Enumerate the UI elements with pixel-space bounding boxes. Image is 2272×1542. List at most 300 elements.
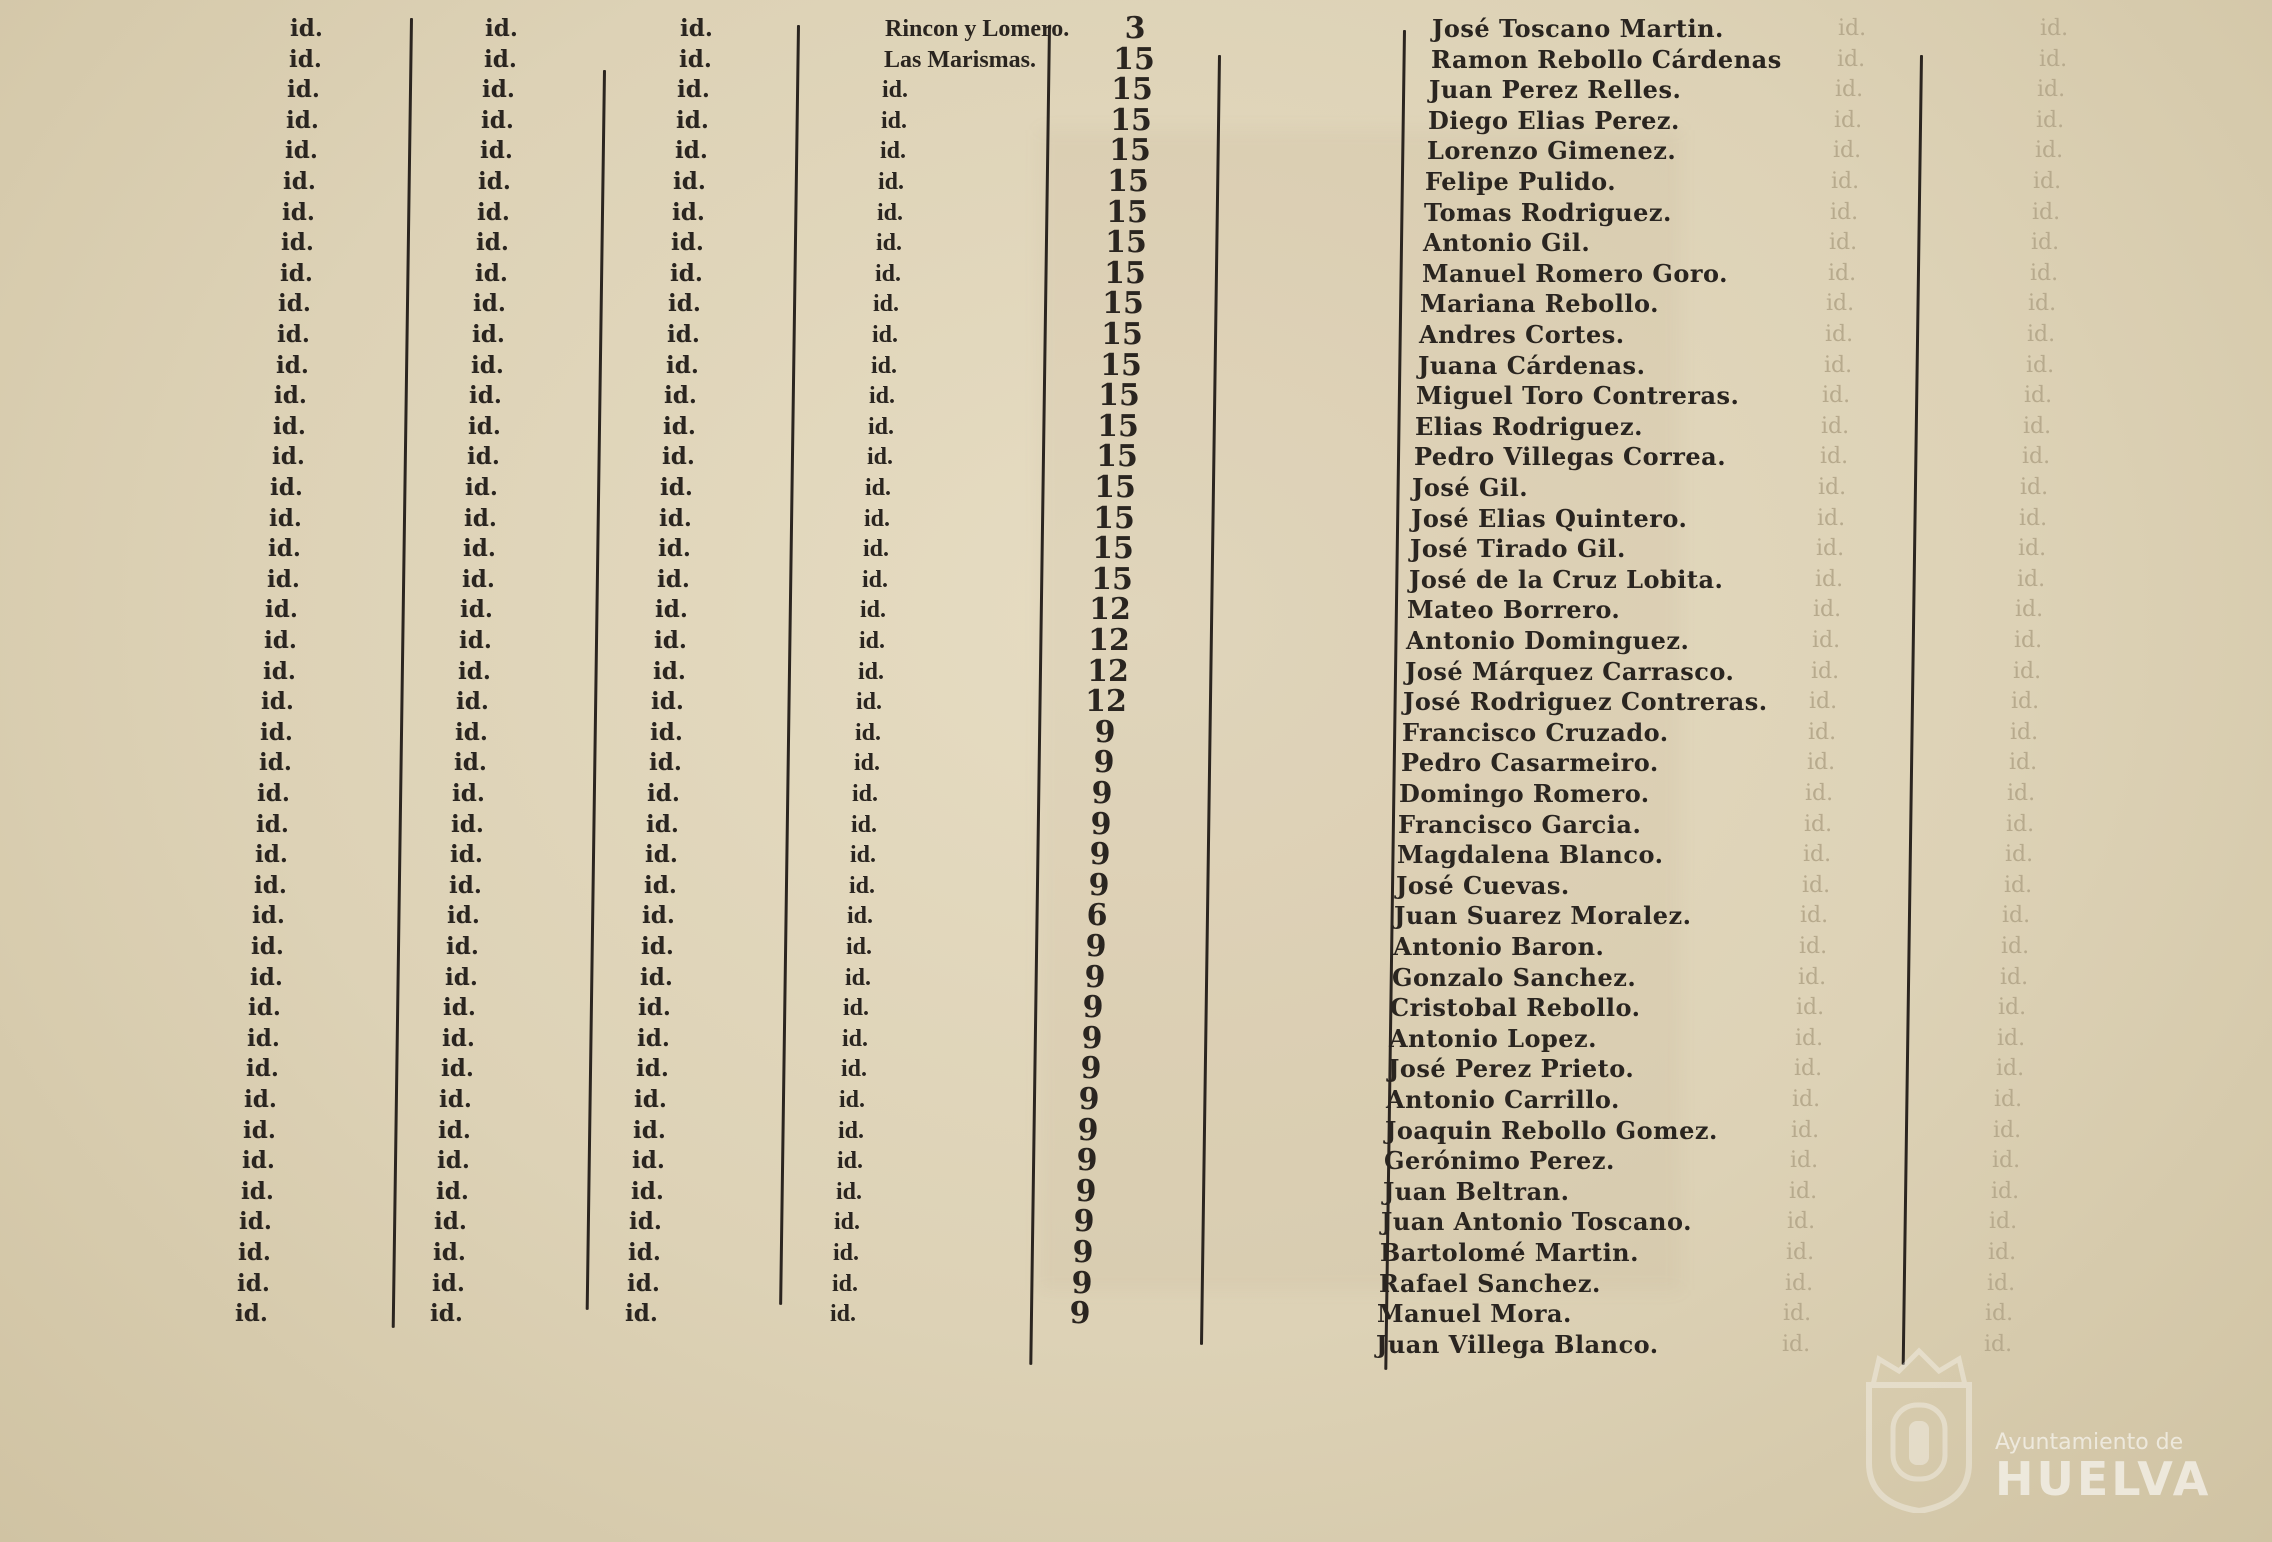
col8-cell: id. [2009, 750, 2038, 775]
col8-cell: id. [2031, 230, 2060, 255]
col3-cell: id. [628, 1239, 661, 1266]
col3-cell: id. [650, 719, 683, 746]
number-cell: 15 [1109, 133, 1151, 168]
col1-cell: id. [242, 1147, 275, 1174]
col3-cell: id. [625, 1300, 658, 1327]
col7-cell: id. [1833, 138, 1862, 163]
col2-cell: id. [439, 1086, 472, 1113]
col1-cell: id. [241, 1178, 274, 1205]
col2-cell: id. [456, 688, 489, 715]
col7-cell: id. [1826, 291, 1855, 316]
col1-cell: id. [251, 933, 284, 960]
col2-cell: id. [477, 199, 510, 226]
number-cell: 15 [1104, 256, 1146, 291]
col7-cell: id. [1830, 200, 1859, 225]
col1-cell: id. [235, 1300, 268, 1327]
number-cell: 9 [1089, 837, 1111, 872]
table-row [0, 562, 2249, 597]
col7-cell: id. [1785, 1271, 1814, 1296]
table-row [0, 286, 2260, 321]
col1-cell: id. [280, 260, 313, 287]
col7-cell: id. [1804, 812, 1833, 837]
table-row [0, 1113, 2225, 1148]
number-cell: 15 [1106, 195, 1148, 230]
col2-cell: id. [443, 994, 476, 1021]
col2-cell: id. [481, 107, 514, 134]
number-cell: 9 [1071, 1266, 1093, 1301]
number-cell: 9 [1069, 1296, 1091, 1331]
table-row [0, 623, 2246, 658]
col2-cell: id. [433, 1239, 466, 1266]
col7-cell: id. [1799, 934, 1828, 959]
col2-cell: id. [467, 443, 500, 470]
col8-cell: id. [2026, 353, 2055, 378]
col3-cell: id. [680, 15, 713, 42]
table-row [0, 133, 2267, 168]
col1-cell: id. [285, 137, 318, 164]
number-cell: 9 [1075, 1174, 1097, 1209]
col7-cell: id. [1790, 1148, 1819, 1173]
col7-cell: id. [1794, 1056, 1823, 1081]
col2-cell: id. [432, 1270, 465, 1297]
col2-cell: id. [471, 352, 504, 379]
col3-cell: id. [667, 321, 700, 348]
col4-cell: id. [845, 965, 872, 991]
table-row [0, 164, 2265, 199]
number-cell: 12 [1085, 684, 1127, 719]
col8-cell: id. [2000, 965, 2029, 990]
name-cell: Mateo Borrero. [1407, 595, 1621, 624]
col3-cell: id. [640, 964, 673, 991]
table-row [0, 42, 2271, 77]
col3-cell: id. [632, 1147, 665, 1174]
col3-cell: id. [657, 566, 690, 593]
name-cell: Domingo Romero. [1399, 779, 1650, 808]
col2-cell: id. [438, 1117, 471, 1144]
number-cell: 15 [1110, 103, 1152, 138]
name-cell: Magdalena Blanco. [1397, 840, 1664, 869]
name-cell: Gerónimo Perez. [1384, 1146, 1615, 1175]
col1-cell: id. [238, 1239, 271, 1266]
col4-cell: id. [837, 1148, 864, 1174]
name-cell: Juan Villega Blanco. [1376, 1330, 1659, 1359]
col2-cell: id. [450, 841, 483, 868]
col4-cell: id. [855, 720, 882, 746]
table-row [0, 807, 2238, 842]
col7-cell: id. [1820, 444, 1849, 469]
col1-cell: id. [244, 1086, 277, 1113]
col7-cell: id. [1805, 781, 1834, 806]
col3-cell: id. [634, 1086, 667, 1113]
col4-cell: id. [838, 1118, 865, 1144]
col4-cell: id. [882, 77, 909, 103]
col1-cell: id. [268, 535, 301, 562]
name-cell: Miguel Toro Contreras. [1416, 381, 1740, 410]
col4-cell: id. [839, 1087, 866, 1113]
col1-cell: id. [283, 168, 316, 195]
col7-cell: id. [1807, 750, 1836, 775]
col8-cell: id. [2033, 169, 2062, 194]
col8-cell: id. [2007, 781, 2036, 806]
col7-cell: id. [1782, 1332, 1811, 1357]
col1-cell: id. [259, 749, 292, 776]
name-cell: Antonio Dominguez. [1406, 626, 1690, 655]
table-row [0, 929, 2233, 964]
col4-cell: Las Marismas. [884, 47, 1036, 73]
col4-cell: id. [834, 1209, 861, 1235]
table-row [0, 317, 2259, 352]
number-cell: 12 [1089, 592, 1131, 627]
number-cell: 15 [1096, 439, 1138, 474]
col3-cell: id. [638, 994, 671, 1021]
col7-cell: id. [1815, 567, 1844, 592]
table-row [0, 898, 2234, 933]
col3-cell: id. [649, 749, 682, 776]
col4-cell: id. [852, 781, 879, 807]
col3-cell: id. [670, 260, 703, 287]
col7-cell: id. [1803, 842, 1832, 867]
col4-cell: id. [841, 1056, 868, 1082]
col7-cell: id. [1837, 47, 1866, 72]
number-cell: 9 [1085, 929, 1107, 964]
col3-cell: id. [676, 107, 709, 134]
col1-cell: id. [287, 76, 320, 103]
col3-cell: id. [663, 413, 696, 440]
table-row [0, 1204, 2221, 1239]
col7-cell: id. [1822, 383, 1851, 408]
col7-cell: id. [1791, 1118, 1820, 1143]
col1-cell: id. [246, 1055, 279, 1082]
name-cell: Juan Antonio Toscano. [1381, 1207, 1692, 1236]
name-cell: Andres Cortes. [1419, 320, 1625, 349]
col7-cell: id. [1787, 1209, 1816, 1234]
col8-cell: id. [2036, 108, 2065, 133]
col3-cell: id. [654, 627, 687, 654]
col3-cell: id. [629, 1208, 662, 1235]
name-cell: Antonio Lopez. [1389, 1024, 1598, 1053]
col2-cell: id. [465, 474, 498, 501]
col3-cell: id. [633, 1117, 666, 1144]
col3-cell: id. [668, 290, 701, 317]
table-row [0, 1235, 2220, 1270]
col4-cell: id. [878, 169, 905, 195]
number-cell: 9 [1077, 1113, 1099, 1148]
col4-cell: id. [846, 934, 873, 960]
col3-cell: id. [677, 76, 710, 103]
col8-cell: id. [1992, 1148, 2021, 1173]
col2-cell: id. [454, 749, 487, 776]
table-row [0, 868, 2236, 903]
col4-cell: id. [849, 873, 876, 899]
col1-cell: id. [276, 352, 309, 379]
col3-cell: id. [642, 902, 675, 929]
table-row [0, 684, 2243, 719]
col8-cell: id. [1991, 1179, 2020, 1204]
number-cell: 15 [1113, 42, 1155, 77]
col1-cell: id. [248, 994, 281, 1021]
col3-cell: id. [666, 352, 699, 379]
col2-cell: id. [436, 1178, 469, 1205]
col7-cell: id. [1835, 77, 1864, 102]
col7-cell: id. [1818, 475, 1847, 500]
col4-cell: id. [871, 353, 898, 379]
col4-cell: id. [875, 261, 902, 287]
col1-cell: id. [267, 566, 300, 593]
col4-cell: id. [876, 230, 903, 256]
name-cell: Manuel Mora. [1377, 1299, 1572, 1328]
table-row [0, 409, 2255, 444]
number-cell [1044, 1330, 1114, 1360]
number-cell: 15 [1111, 72, 1153, 107]
col3-cell: id. [679, 46, 712, 73]
table-row [0, 531, 2250, 566]
col2-cell: id. [441, 1055, 474, 1082]
col3-cell: id. [637, 1025, 670, 1052]
number-cell: 15 [1092, 531, 1134, 566]
col1-cell: id. [273, 413, 306, 440]
col7-cell: id. [1838, 16, 1867, 41]
col2-cell: id. [468, 413, 501, 440]
name-cell: Antonio Carrillo. [1386, 1085, 1620, 1114]
col7-cell: id. [1817, 506, 1846, 531]
col8-cell: id. [1994, 1087, 2023, 1112]
col1-cell: id. [289, 46, 322, 73]
table-row [0, 592, 2247, 627]
col2-cell: id. [469, 382, 502, 409]
col2-cell: id. [459, 627, 492, 654]
name-cell: Cristobal Rebollo. [1390, 993, 1641, 1022]
col2-cell: id. [480, 137, 513, 164]
table-row [0, 745, 2241, 780]
col2-cell: id. [455, 719, 488, 746]
col3-cell: id. [627, 1270, 660, 1297]
name-cell: Pedro Villegas Correa. [1414, 442, 1727, 471]
col1-cell: id. [239, 1208, 272, 1235]
col4-cell: id. [862, 567, 889, 593]
number-cell: 15 [1097, 409, 1139, 444]
watermark-line2: HUELVA [1995, 1452, 2212, 1506]
col3-cell: id. [651, 688, 684, 715]
col3-cell: id. [647, 780, 680, 807]
col8-cell: id. [2004, 873, 2033, 898]
col8-cell: id. [2013, 659, 2042, 684]
col3-cell: id. [673, 168, 706, 195]
col1-cell: id. [265, 596, 298, 623]
number-cell: 3 [1124, 11, 1146, 46]
col3-cell: id. [664, 382, 697, 409]
number-cell: 9 [1091, 776, 1113, 811]
table-row [0, 654, 2245, 689]
col1-cell: id. [255, 841, 288, 868]
number-cell: 15 [1105, 225, 1147, 260]
col1-cell: id. [270, 474, 303, 501]
table-row [0, 195, 2264, 230]
name-cell: Manuel Romero Goro. [1422, 259, 1728, 288]
col1-cell: id. [269, 505, 302, 532]
col2-cell: id. [449, 872, 482, 899]
col8-cell: id. [2019, 506, 2048, 531]
col3-cell: id. [646, 811, 679, 838]
name-cell: Diego Elias Perez. [1428, 106, 1680, 135]
table-row [0, 470, 2252, 505]
number-cell: 9 [1072, 1235, 1094, 1270]
table-row [0, 501, 2251, 536]
table-row [0, 1082, 2226, 1117]
col3-cell: id. [675, 137, 708, 164]
name-cell: José de la Cruz Lobita. [1409, 565, 1724, 594]
table-row [0, 1143, 2224, 1178]
col8-cell: id. [1989, 1209, 2018, 1234]
name-cell: Juan Perez Relles. [1429, 75, 1682, 104]
col3-cell: id. [672, 199, 705, 226]
col2-cell: id. [463, 535, 496, 562]
col7-cell: id. [1783, 1301, 1812, 1326]
table-row [0, 1051, 2228, 1086]
col2-cell: id. [430, 1300, 463, 1327]
col1-cell: id. [257, 780, 290, 807]
name-cell: Felipe Pulido. [1425, 167, 1617, 196]
col7-cell: id. [1808, 720, 1837, 745]
col1-cell: id. [261, 688, 294, 715]
col2-cell: id. [446, 933, 479, 960]
col2-cell: id. [472, 321, 505, 348]
name-cell: José Elias Quintero. [1411, 504, 1688, 533]
col3-cell: id. [655, 596, 688, 623]
col4-cell: id. [877, 200, 904, 226]
number-cell: 9 [1081, 1021, 1103, 1056]
name-cell: Antonio Baron. [1393, 932, 1605, 961]
col2-cell: id. [476, 229, 509, 256]
col7-cell: id. [1800, 903, 1829, 928]
col2-cell: id. [451, 811, 484, 838]
col4-cell: id. [860, 597, 887, 623]
col7-cell: id. [1813, 597, 1842, 622]
col3-cell: id. [644, 872, 677, 899]
number-cell: 9 [1084, 960, 1106, 995]
col4-cell: id. [868, 414, 895, 440]
col3-cell: id. [659, 505, 692, 532]
name-cell: Pedro Casarmeiro. [1401, 748, 1659, 777]
col7-cell: id. [1792, 1087, 1821, 1112]
col1-cell: id. [247, 1025, 280, 1052]
col7-cell: id. [1812, 628, 1841, 653]
table-row [0, 960, 2232, 995]
table-row [0, 776, 2239, 811]
col2-cell: id. [458, 658, 491, 685]
col2-cell: id. [484, 46, 517, 73]
col3-cell: id. [636, 1055, 669, 1082]
col1-cell: id. [263, 658, 296, 685]
table-row [0, 439, 2254, 474]
col8-cell: id. [2005, 842, 2034, 867]
col4-cell: id. [865, 475, 892, 501]
col4-cell: id. [847, 903, 874, 929]
number-cell: 6 [1086, 898, 1108, 933]
table-row [0, 225, 2263, 260]
table-row [0, 715, 2242, 750]
col4-cell: id. [872, 322, 899, 348]
col8-cell: id. [2018, 536, 2047, 561]
col4-cell: id. [856, 689, 883, 715]
col3-cell: id. [662, 443, 695, 470]
col8-cell: id. [1997, 1026, 2026, 1051]
number-cell: 15 [1098, 378, 1140, 413]
name-cell: Antonio Gil. [1423, 228, 1591, 257]
col7-cell: id. [1802, 873, 1831, 898]
col7-cell: id. [1809, 689, 1838, 714]
col2-cell: id. [475, 260, 508, 287]
col4-cell: id. [832, 1271, 859, 1297]
name-cell: José Márquez Carrasco. [1405, 657, 1735, 686]
col1-cell: id. [274, 382, 307, 409]
col7-cell: id. [1796, 995, 1825, 1020]
name-cell: José Cuevas. [1396, 871, 1570, 900]
col2-cell: id. [434, 1208, 467, 1235]
col4-cell: id. [869, 383, 896, 409]
number-cell: 15 [1093, 501, 1135, 536]
name-cell: Elias Rodriguez. [1415, 412, 1643, 441]
col1-cell: id. [286, 107, 319, 134]
col8-cell: id. [2011, 689, 2040, 714]
col3-cell: id. [660, 474, 693, 501]
col3-cell: id. [631, 1178, 664, 1205]
col2-cell: id. [452, 780, 485, 807]
number-cell: 12 [1088, 623, 1130, 658]
col7-cell: id. [1829, 230, 1858, 255]
col8-cell: id. [1984, 1332, 2013, 1357]
col2-cell: id. [485, 15, 518, 42]
col2-cell: id. [462, 566, 495, 593]
table-row [0, 990, 2230, 1025]
name-cell: Juan Suarez Moralez. [1394, 901, 1692, 930]
col4-cell: id. [859, 628, 886, 654]
col7-cell: id. [1798, 965, 1827, 990]
watermark-text [1995, 1430, 2212, 1506]
col7-cell: id. [1831, 169, 1860, 194]
col2-cell: id. [482, 76, 515, 103]
col7-cell: id. [1834, 108, 1863, 133]
col4-cell: id. [851, 812, 878, 838]
col8-cell: id. [1985, 1301, 2014, 1326]
name-cell: Tomas Rodriguez. [1424, 198, 1672, 227]
register-table [0, 11, 2272, 1394]
col3-cell: id. [658, 535, 691, 562]
table-row [0, 1174, 2223, 1209]
table-row [0, 1266, 2219, 1301]
name-cell: José Toscano Martin. [1432, 14, 1724, 43]
col2-cell: id. [478, 168, 511, 195]
table-row [0, 11, 2272, 46]
col1-cell: id. [264, 627, 297, 654]
col7-cell: id. [1786, 1240, 1815, 1265]
col7-cell: id. [1816, 536, 1845, 561]
col8-cell: id. [2027, 322, 2056, 347]
col4-cell: id. [873, 291, 900, 317]
name-cell: José Gil. [1412, 473, 1529, 502]
number-cell: 9 [1080, 1051, 1102, 1086]
col8-cell: id. [1996, 1056, 2025, 1081]
name-cell: José Perez Prieto. [1388, 1054, 1635, 1083]
name-cell: Mariana Rebollo. [1420, 289, 1659, 318]
huelva-crest-icon [1858, 1345, 1980, 1513]
col1-cell: id. [290, 15, 323, 42]
col1-cell: id. [237, 1270, 270, 1297]
number-cell: 15 [1102, 286, 1144, 321]
col1-cell: id. [254, 872, 287, 899]
col2-cell: id. [460, 596, 493, 623]
col8-cell: id. [2039, 47, 2068, 72]
col3-cell: id. [671, 229, 704, 256]
